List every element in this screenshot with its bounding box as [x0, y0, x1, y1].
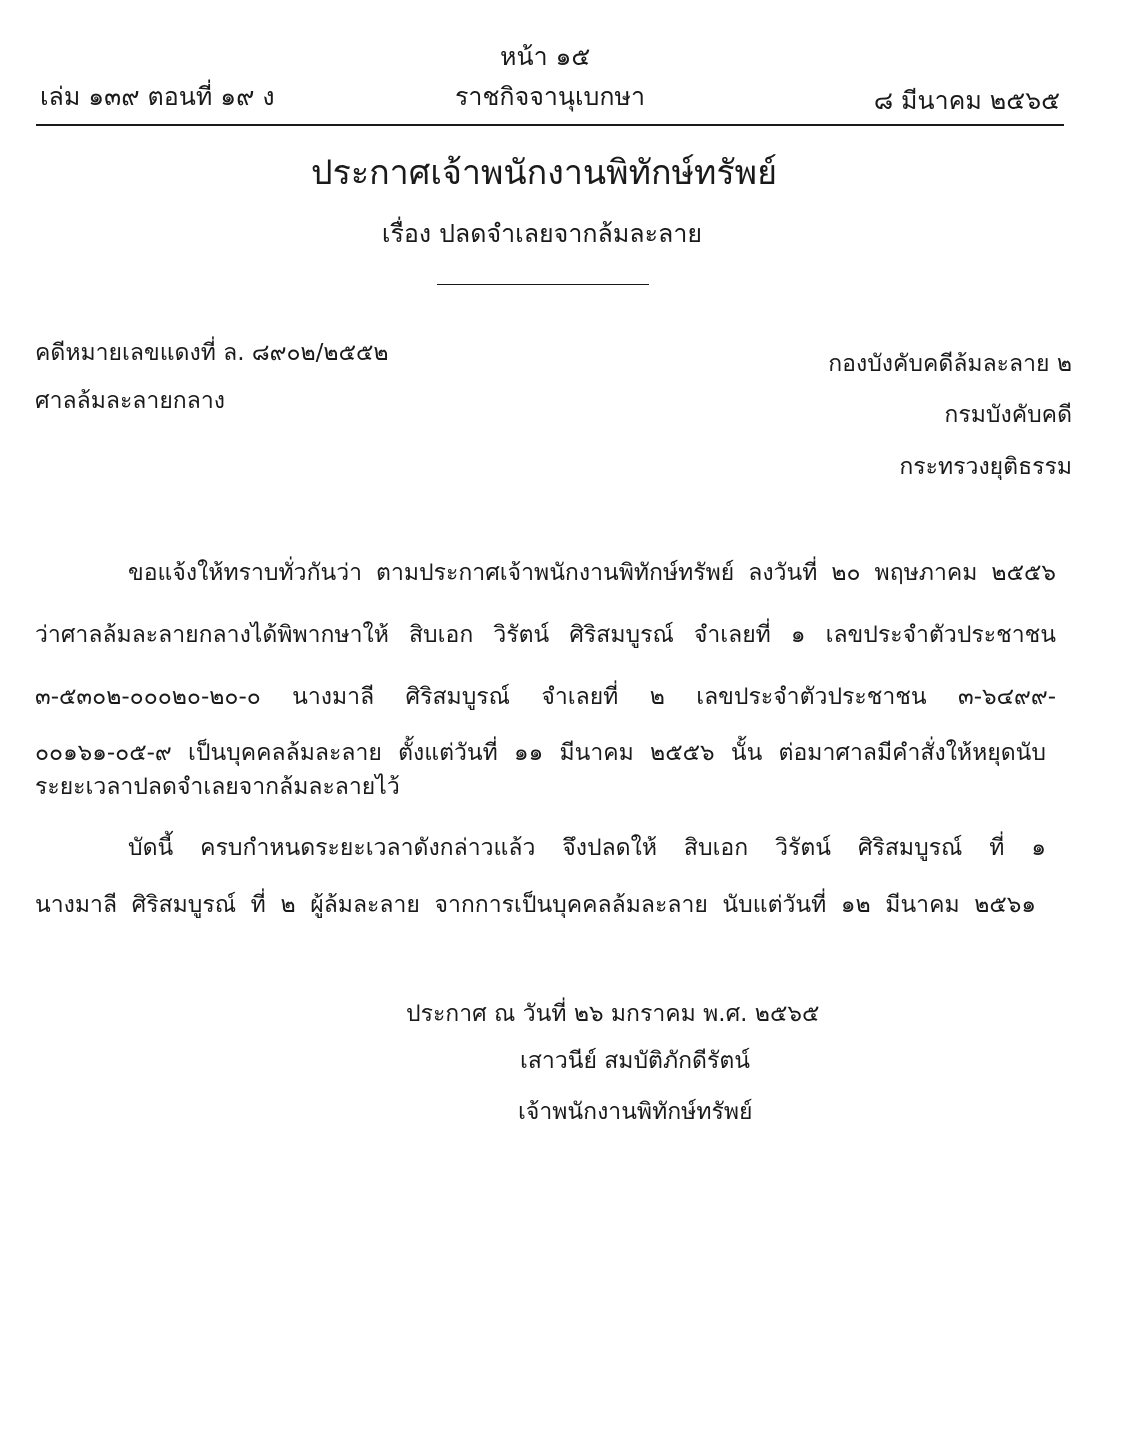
paragraph-2-line-2: นางมาลี ศิริสมบูรณ์ ที่ ๒ ผู้ล้มละลาย จากการเป็นบุคคลล้มละลาย นับแต่วันที่ ๑๒ มีนาคม ๒๕๖๑ — [35, 892, 1036, 918]
title-divider — [437, 284, 649, 285]
document-subject: เรื่อง ปลดจำเลยจากล้มละลาย — [381, 219, 703, 248]
court-name: ศาลล้มละลายกลาง — [35, 388, 225, 414]
gazette-date: ๘ มีนาคม ๒๕๖๕ — [873, 86, 1060, 115]
signer-title: เจ้าพนักงานพิทักษ์ทรัพย์ — [518, 1099, 753, 1125]
page-number: หน้า ๑๕ — [500, 42, 591, 71]
volume-issue: เล่ม ๑๓๙ ตอนที่ ๑๙ ง — [40, 82, 275, 111]
division-name: กองบังคับคดีล้มละลาย ๒ — [828, 351, 1072, 377]
department-name: กรมบังคับคดี — [944, 402, 1072, 428]
announcement-date: ประกาศ ณ วันที่ ๒๖ มกราคม พ.ศ. ๒๕๖๕ — [406, 1001, 820, 1027]
document-title: ประกาศเจ้าพนักงานพิทักษ์ทรัพย์ — [310, 153, 777, 193]
paragraph-1-line-5: ระยะเวลาปลดจำเลยจากล้มละลายไว้ — [35, 774, 400, 800]
paragraph-1-line-3: ๓-๕๓๐๒-๐๐๐๒๐-๒๐-๐ นางมาลี ศิริสมบูรณ์ จำเลยที่ ๒ เลขประจำตัวประชาชน ๓-๖๔๙๙- — [35, 684, 1056, 710]
paragraph-1-line-1: ขอแจ้งให้ทราบทั่วกันว่า ตามประกาศเจ้าพนักงานพิทักษ์ทรัพย์ ลงวันที่ ๒๐ พฤษภาคม ๒๕๕๖ — [128, 560, 1056, 586]
gazette-name: ราชกิจจานุเบกษา — [455, 82, 646, 111]
ministry-name: กระทรวงยุติธรรม — [899, 454, 1072, 480]
header-divider — [36, 124, 1064, 126]
red-case-number: คดีหมายเลขแดงที่ ล. ๘๙๐๒/๒๕๕๒ — [35, 340, 389, 366]
paragraph-2-line-1: บัดนี้ ครบกำหนดระยะเวลาดังกล่าวแล้ว จึงปลดให้ สิบเอก วิรัตน์ ศิริสมบูรณ์ ที่ ๑ — [128, 835, 1046, 861]
paragraph-1-line-4: ๐๐๑๖๑-๐๕-๙ เป็นบุคคลล้มละลาย ตั้งแต่วันที่ ๑๑ มีนาคม ๒๕๕๖ นั้น ต่อมาศาลมีคำสั่งให้หยุดนับ — [35, 740, 1046, 766]
signer-name: เสาวนีย์ สมบัติภักดีรัตน์ — [520, 1048, 751, 1074]
paragraph-1-line-2: ว่าศาลล้มละลายกลางได้พิพากษาให้ สิบเอก วิรัตน์ ศิริสมบูรณ์ จำเลยที่ ๑ เลขประจำตัวประชาชน — [35, 622, 1056, 648]
